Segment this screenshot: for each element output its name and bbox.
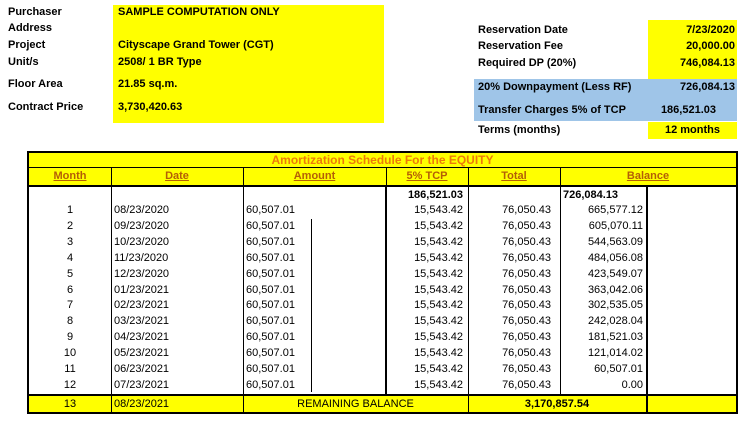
header-divider	[111, 168, 112, 185]
address-label: Address	[8, 22, 53, 34]
column-header-month: Month	[53, 170, 87, 182]
column-header-total: Total	[501, 170, 527, 182]
balance-cell: 484,056.08	[587, 251, 643, 264]
month-cell: 1	[66, 204, 74, 216]
reservation-fee-value: 20,000.00	[686, 40, 735, 52]
unit-label: Unit/s	[8, 56, 39, 68]
header-divider	[560, 168, 561, 185]
balance-cell: 242,028.04	[587, 315, 643, 328]
total-cell: 76,050.43	[502, 315, 551, 328]
contract-price-label: Contract Price	[8, 101, 84, 113]
date-cell: 04/23/2021	[114, 331, 170, 344]
floor-area-label: Floor Area	[8, 78, 63, 90]
column-rule	[468, 187, 469, 394]
header-divider	[468, 168, 469, 185]
required-dp-value: 746,084.13	[679, 57, 735, 69]
table-row	[29, 330, 736, 346]
balance-cell: 60,507.01	[594, 363, 643, 376]
table-row	[29, 235, 736, 251]
table-row	[29, 251, 736, 267]
partial-rule	[311, 219, 312, 392]
month-cell: 4	[66, 251, 74, 264]
terms-label: Terms (months)	[478, 124, 561, 136]
table-row	[29, 362, 736, 378]
header-divider	[386, 168, 387, 185]
purchaser-label: Purchaser	[8, 6, 62, 18]
final-date: 08/23/2021	[114, 398, 170, 410]
tcp-cell: 15,543.42	[414, 204, 463, 216]
column-header-balance: Balance	[626, 170, 670, 182]
tcp-cell: 15,543.42	[414, 283, 463, 296]
tcp-cell: 15,543.42	[414, 347, 463, 360]
empty-cell	[647, 235, 736, 251]
final-divider	[111, 396, 112, 412]
column-header-tcp: 5% TCP	[406, 170, 448, 182]
total-cell: 76,050.43	[502, 378, 551, 391]
transfer-charges-label: Transfer Charges 5% of TCP	[478, 104, 626, 116]
month-cell: 12	[63, 378, 77, 391]
downpayment-label: 20% Downpayment (Less RF)	[478, 81, 632, 93]
column-rule	[385, 187, 387, 394]
month-cell: 8	[66, 315, 74, 328]
date-cell: 05/23/2021	[114, 347, 170, 360]
terms-value: 12 months	[664, 124, 720, 136]
final-month: 13	[63, 398, 77, 410]
total-cell: 76,050.43	[502, 299, 551, 312]
initial-tcp-value: 186,521.03	[407, 189, 463, 201]
date-cell: 09/23/2020	[114, 219, 170, 232]
month-cell: 11	[64, 363, 76, 376]
date-cell: 03/23/2021	[114, 315, 170, 328]
empty-cell	[647, 283, 736, 299]
balance-cell: 605,070.11	[588, 219, 643, 232]
empty-cell	[647, 219, 736, 235]
balance-cell: 544,563.09	[587, 235, 643, 248]
date-cell: 06/23/2021	[114, 363, 170, 376]
amount-cell: 60,507.01	[246, 315, 295, 328]
total-cell: 76,050.43	[502, 331, 551, 344]
empty-cell	[647, 378, 736, 394]
header-divider	[243, 168, 244, 185]
balance-cell: 121,014.02	[587, 347, 643, 360]
amount-cell: 60,507.01	[246, 235, 295, 248]
column-rule	[560, 187, 561, 394]
empty-cell	[647, 362, 736, 378]
total-cell: 76,050.43	[502, 283, 551, 296]
initial-balance-value: 726,084.13	[563, 189, 619, 201]
table-row	[29, 283, 736, 299]
downpayment-value: 726,084.13	[679, 81, 735, 93]
table-row	[29, 203, 736, 219]
required-dp-label: Required DP (20%)	[478, 57, 577, 69]
amount-cell: 60,507.01	[246, 251, 295, 264]
date-cell: 02/23/2021	[114, 299, 170, 312]
total-cell: 76,050.43	[502, 219, 551, 232]
tcp-cell: 15,543.42	[414, 267, 463, 280]
project-value: Cityscape Grand Tower (CGT)	[118, 39, 274, 51]
table-row	[29, 314, 736, 330]
reservation-fee-label: Reservation Fee	[478, 40, 563, 52]
amount-cell: 60,507.01	[246, 267, 295, 280]
month-cell: 10	[63, 347, 77, 360]
month-cell: 6	[66, 283, 74, 296]
column-header-amount: Amount	[293, 170, 336, 182]
amount-cell: 60,507.01	[246, 299, 295, 312]
amount-cell: 60,507.01	[246, 378, 295, 391]
table-row	[29, 346, 736, 362]
total-cell: 76,050.43	[502, 251, 551, 264]
table-header-row	[29, 168, 736, 187]
total-cell: 76,050.43	[502, 204, 551, 216]
amount-cell: 60,507.01	[246, 219, 295, 232]
floor-area-value: 21.85 sq.m.	[118, 78, 178, 90]
date-cell: 08/23/2020	[114, 204, 170, 216]
tcp-cell: 15,543.42	[414, 331, 463, 344]
tcp-cell: 15,543.42	[414, 315, 463, 328]
month-cell: 9	[66, 331, 74, 344]
empty-cell	[647, 251, 736, 267]
purchaser-value: SAMPLE COMPUTATION ONLY	[118, 6, 280, 18]
date-cell: 10/23/2020	[114, 235, 170, 248]
tcp-cell: 15,543.42	[414, 219, 463, 232]
tcp-cell: 15,543.42	[414, 235, 463, 248]
table-row	[29, 378, 736, 394]
date-cell: 11/23/2020	[114, 251, 169, 264]
column-rule	[243, 187, 244, 394]
empty-cell	[647, 330, 736, 346]
project-label: Project	[8, 39, 46, 51]
final-divider	[646, 396, 648, 412]
empty-cell	[647, 346, 736, 362]
tcp-cell: 15,543.42	[414, 299, 463, 312]
column-rule	[111, 187, 112, 394]
reservation-date-label: Reservation Date	[478, 24, 568, 36]
tcp-cell: 15,543.42	[414, 363, 463, 376]
month-cell: 5	[66, 267, 74, 280]
initial-balance-row	[29, 187, 736, 203]
table-row	[29, 267, 736, 283]
amount-cell: 60,507.01	[246, 283, 295, 296]
final-divider	[468, 396, 469, 412]
total-cell: 76,050.43	[502, 347, 551, 360]
balance-cell: 0.00	[621, 378, 643, 391]
date-cell: 07/23/2021	[114, 378, 170, 391]
table-row	[29, 298, 736, 314]
transfer-charges-value: 186,521.03	[660, 104, 716, 116]
column-rule	[646, 187, 648, 394]
empty-cell	[647, 298, 736, 314]
table-row	[29, 219, 736, 235]
table-body	[29, 187, 736, 394]
amount-cell: 60,507.01	[246, 363, 295, 376]
total-cell: 76,050.43	[502, 235, 551, 248]
remaining-balance-value: 3,170,857.54	[524, 398, 590, 410]
remaining-balance-row	[29, 394, 736, 412]
balance-cell: 423,549.07	[587, 267, 643, 280]
month-cell: 7	[66, 299, 74, 312]
tcp-cell: 15,543.42	[414, 378, 463, 391]
total-cell: 76,050.43	[502, 363, 551, 376]
month-cell: 2	[66, 219, 74, 232]
balance-cell: 302,535.05	[587, 299, 643, 312]
reservation-date-value: 7/23/2020	[686, 24, 735, 36]
amount-cell: 60,507.01	[246, 347, 295, 360]
final-divider	[243, 396, 244, 412]
contract-price-value: 3,730,420.63	[118, 101, 183, 113]
empty-cell	[647, 267, 736, 283]
month-cell: 3	[66, 235, 74, 248]
total-cell: 76,050.43	[502, 267, 551, 280]
amortization-table	[27, 151, 738, 414]
empty-cell	[647, 203, 736, 219]
remaining-balance-label: REMAINING BALANCE	[297, 398, 414, 410]
column-header-date: Date	[165, 170, 189, 182]
amount-cell: 60,507.01	[246, 204, 295, 216]
empty-cell	[647, 314, 736, 330]
amount-cell: 60,507.01	[246, 331, 295, 344]
table-title: Amortization Schedule For the EQUITY	[29, 153, 736, 168]
date-cell: 12/23/2020	[114, 267, 170, 280]
date-cell: 01/23/2021	[114, 283, 170, 296]
balance-cell: 363,042.06	[587, 283, 643, 296]
balance-cell: 665,577.12	[587, 204, 643, 216]
balance-cell: 181,521.03	[587, 331, 643, 344]
tcp-cell: 15,543.42	[414, 251, 463, 264]
unit-value: 2508/ 1 BR Type	[118, 56, 202, 68]
